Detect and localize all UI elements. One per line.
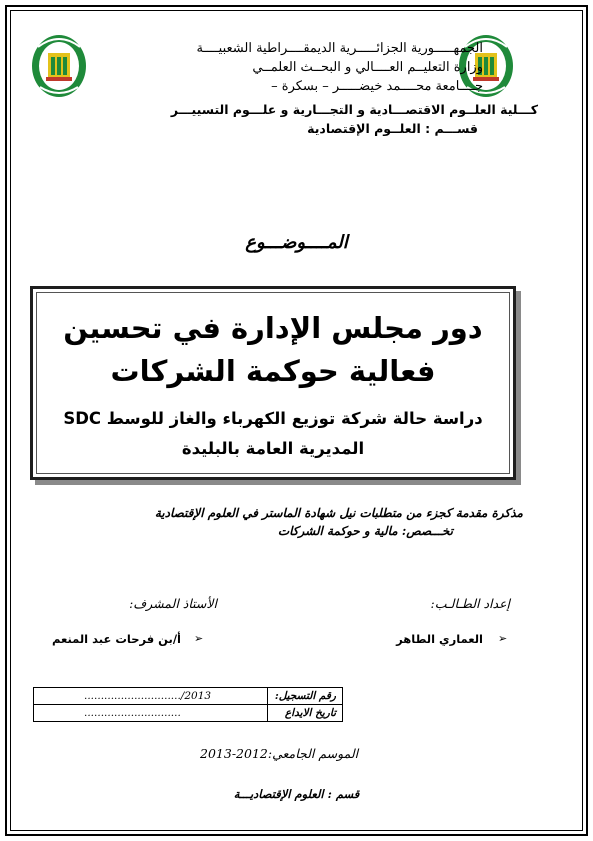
thesis-title-line1: دور مجلس الإدارة في تحسين (63, 311, 483, 345)
memo-specialty: تخـــصص: مالية و حوكمة الشركات (277, 524, 453, 538)
case-study-line2: المديرية العامة بالبليدة (181, 439, 365, 458)
header-department: قســـم : العلــوم الإقتصادية (307, 121, 478, 136)
case-study-line1: دراسة حالة شركة توزيع الكهرباء والغاز للوسط SDC (63, 409, 483, 428)
academic-season: الموسم الجامعي:2012-2013 (200, 746, 359, 761)
title-box (30, 286, 516, 480)
registration-number-value: ............................./2013 (34, 688, 268, 705)
university-logo-icon (30, 33, 88, 99)
thesis-title-line2: فعالية حوكمة الشركات (110, 354, 436, 388)
header-faculty: كـــلية العلــوم الاقتصـــادية و التجـــارية و علـــوم التسييـــر (170, 102, 538, 117)
bullet-arrow-icon: ➢ (498, 632, 508, 645)
deposit-date-value: ............................. (34, 705, 268, 722)
supervisor-label: الأستاذ المشرف: (129, 596, 217, 611)
bullet-arrow-icon: ➢ (194, 632, 204, 645)
memo-purpose: مذكرة مقدمة كجزء من متطلبات نيل شهادة الماستر في العلوم الإقتصادية (154, 506, 523, 520)
header-university: جــــامعة محــــمد خيضـــــر – بسكرة – (271, 79, 483, 94)
table-row (34, 705, 343, 722)
subject-label: المــــوضـــوع (245, 232, 348, 253)
registration-number-label: رقم التسجيل: (268, 688, 343, 705)
student-label: إعداد الطـالـب: (430, 596, 510, 611)
supervisor-name: أ/بن فرحات عبد المنعم (51, 632, 181, 646)
header-republic: الجمهـــــورية الجزائـــــرية الديمقــــراطية الشعبيــــة (196, 41, 483, 56)
student-name: العماري الطاهر (396, 632, 483, 646)
footer-department: قسم : العلوم الإقتصاديـــة (233, 787, 360, 801)
table-row (34, 688, 343, 705)
deposit-date-label: تاريخ الايداع (268, 705, 343, 722)
registration-table (33, 687, 343, 722)
header-ministry: وزارة التعليــم العــــالي و البحــث العلمــي (252, 60, 483, 75)
